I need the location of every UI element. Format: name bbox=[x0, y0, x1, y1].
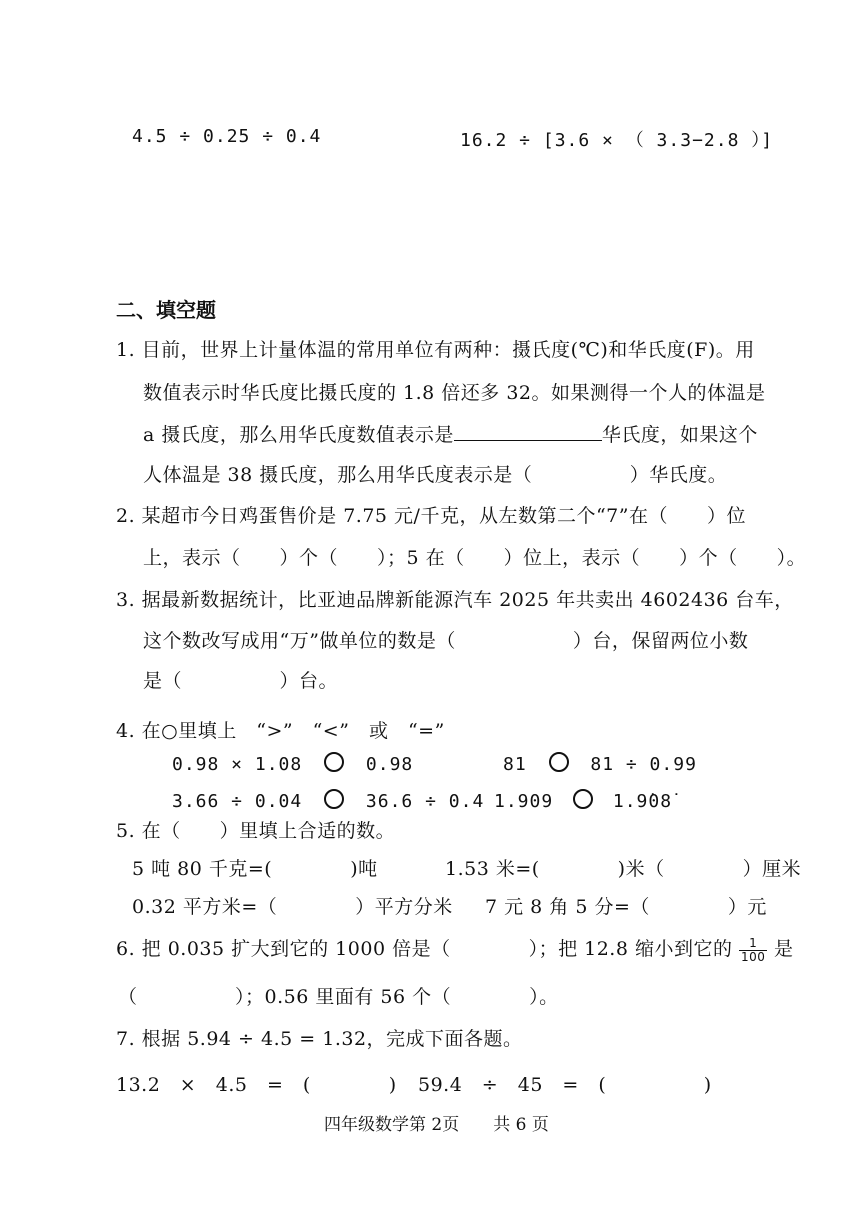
q6-line-1-end: 是 bbox=[773, 938, 794, 960]
q3-line-2: 这个数改写成用“万”做单位的数是（ ）台，保留两位小数 bbox=[143, 630, 749, 652]
compare-right-value: 81 ÷ 0.99 bbox=[590, 754, 697, 775]
q1-line-2: 数值表示时华氏度比摄氏度的 1.8 倍还多 32。如果测得一个人的体温是 bbox=[143, 382, 766, 404]
q6-line-2: （ ）；0.56 里面有 56 个（ ）。 bbox=[118, 986, 559, 1008]
compare-circle[interactable] bbox=[573, 789, 593, 809]
compare-right-value: 0.98 bbox=[365, 754, 414, 775]
q2-line-2: 上，表示（ ）个（ ）；5 在（ ）位上，表示（ ）个（ ）。 bbox=[143, 547, 807, 569]
q4-compare-1 bbox=[172, 752, 413, 775]
q5-item-2: 1.53 米=( )米（ ）厘米 bbox=[445, 858, 802, 880]
compare-right-value: 36.6 ÷ 0.4 bbox=[365, 791, 485, 812]
q7-expression-1: 13.2 × 4.5 = ( ) bbox=[116, 1074, 397, 1096]
fraction-one-hundredth bbox=[739, 937, 767, 964]
compare-left-value: 1.909 bbox=[494, 791, 554, 812]
q2-line-1: 2. 某超市今日鸡蛋售价是 7.75 元/千克，从左数第二个“7”在（ ）位 bbox=[116, 505, 746, 527]
fraction-denominator: 100 bbox=[741, 949, 766, 964]
q4-title: 4. 在○里填上 “>” “<” 或 “=” bbox=[116, 720, 445, 742]
page-footer: 四年级数学第 2页 共 6 页 bbox=[324, 1115, 549, 1135]
q1-line-3-end: 华氏度，如果这个 bbox=[601, 424, 758, 446]
compare-circle[interactable] bbox=[549, 752, 569, 772]
q1-line-3-start: a 摄氏度，那么用华氏度数值表示是 bbox=[143, 424, 454, 446]
q6-line-1-start: 6. 把 0.035 扩大到它的 1000 倍是（ ）；把 12.8 缩小到它的 bbox=[116, 938, 733, 960]
q3-line-3: 是（ ）台。 bbox=[143, 670, 339, 692]
compare-left-value: 81 bbox=[503, 754, 527, 775]
q7-expression-2: 59.4 ÷ 45 = ( ) bbox=[418, 1074, 712, 1096]
q5-title: 5. 在（ ）里填上合适的数。 bbox=[116, 820, 396, 842]
section-heading-fill-in: 二、填空题 bbox=[116, 298, 216, 322]
q4-compare-3 bbox=[172, 789, 484, 812]
q7-title: 7. 根据 5.94 ÷ 4.5 = 1.32，完成下面各题。 bbox=[116, 1028, 523, 1050]
q4-compare-4 bbox=[494, 789, 672, 812]
compare-left-value: 3.66 ÷ 0.04 bbox=[172, 791, 303, 812]
q1-line-1: 1. 目前，世界上计量体温的常用单位有两种：摄氏度(℃)和华氏度(F)。用 bbox=[116, 339, 755, 361]
compare-left-value: 0.98 × 1.08 bbox=[172, 754, 303, 775]
fraction-numerator: 1 bbox=[739, 937, 767, 951]
calc-expression-left: 4.5 ÷ 0.25 ÷ 0.4 bbox=[132, 126, 322, 147]
q4-compare-2 bbox=[503, 752, 697, 775]
calc-expression-right: 16.2 ÷ [3.6 × （ 3.3−2.8 ）] bbox=[460, 130, 774, 151]
q5-item-3: 0.32 平方米=（ ）平方分米 bbox=[132, 896, 453, 918]
compare-circle[interactable] bbox=[324, 789, 344, 809]
q1-line-3 bbox=[143, 420, 758, 447]
q1-line-4: 人体温是 38 摄氏度，那么用华氏度表示是（ ）华氏度。 bbox=[143, 464, 728, 486]
q3-line-1: 3. 据最新数据统计，比亚迪品牌新能源汽车 2025 年共卖出 4602436 台车， bbox=[116, 589, 794, 611]
compare-circle[interactable] bbox=[324, 752, 344, 772]
q6-line-1 bbox=[116, 934, 793, 964]
compare-right-value: 1.9̇08̇ bbox=[612, 791, 673, 812]
q5-item-4: 7 元 8 角 5 分=（ ）元 bbox=[485, 896, 767, 918]
q5-item-1: 5 吨 80 千克=( )吨 bbox=[132, 858, 378, 880]
answer-blank-underline[interactable] bbox=[454, 422, 602, 441]
